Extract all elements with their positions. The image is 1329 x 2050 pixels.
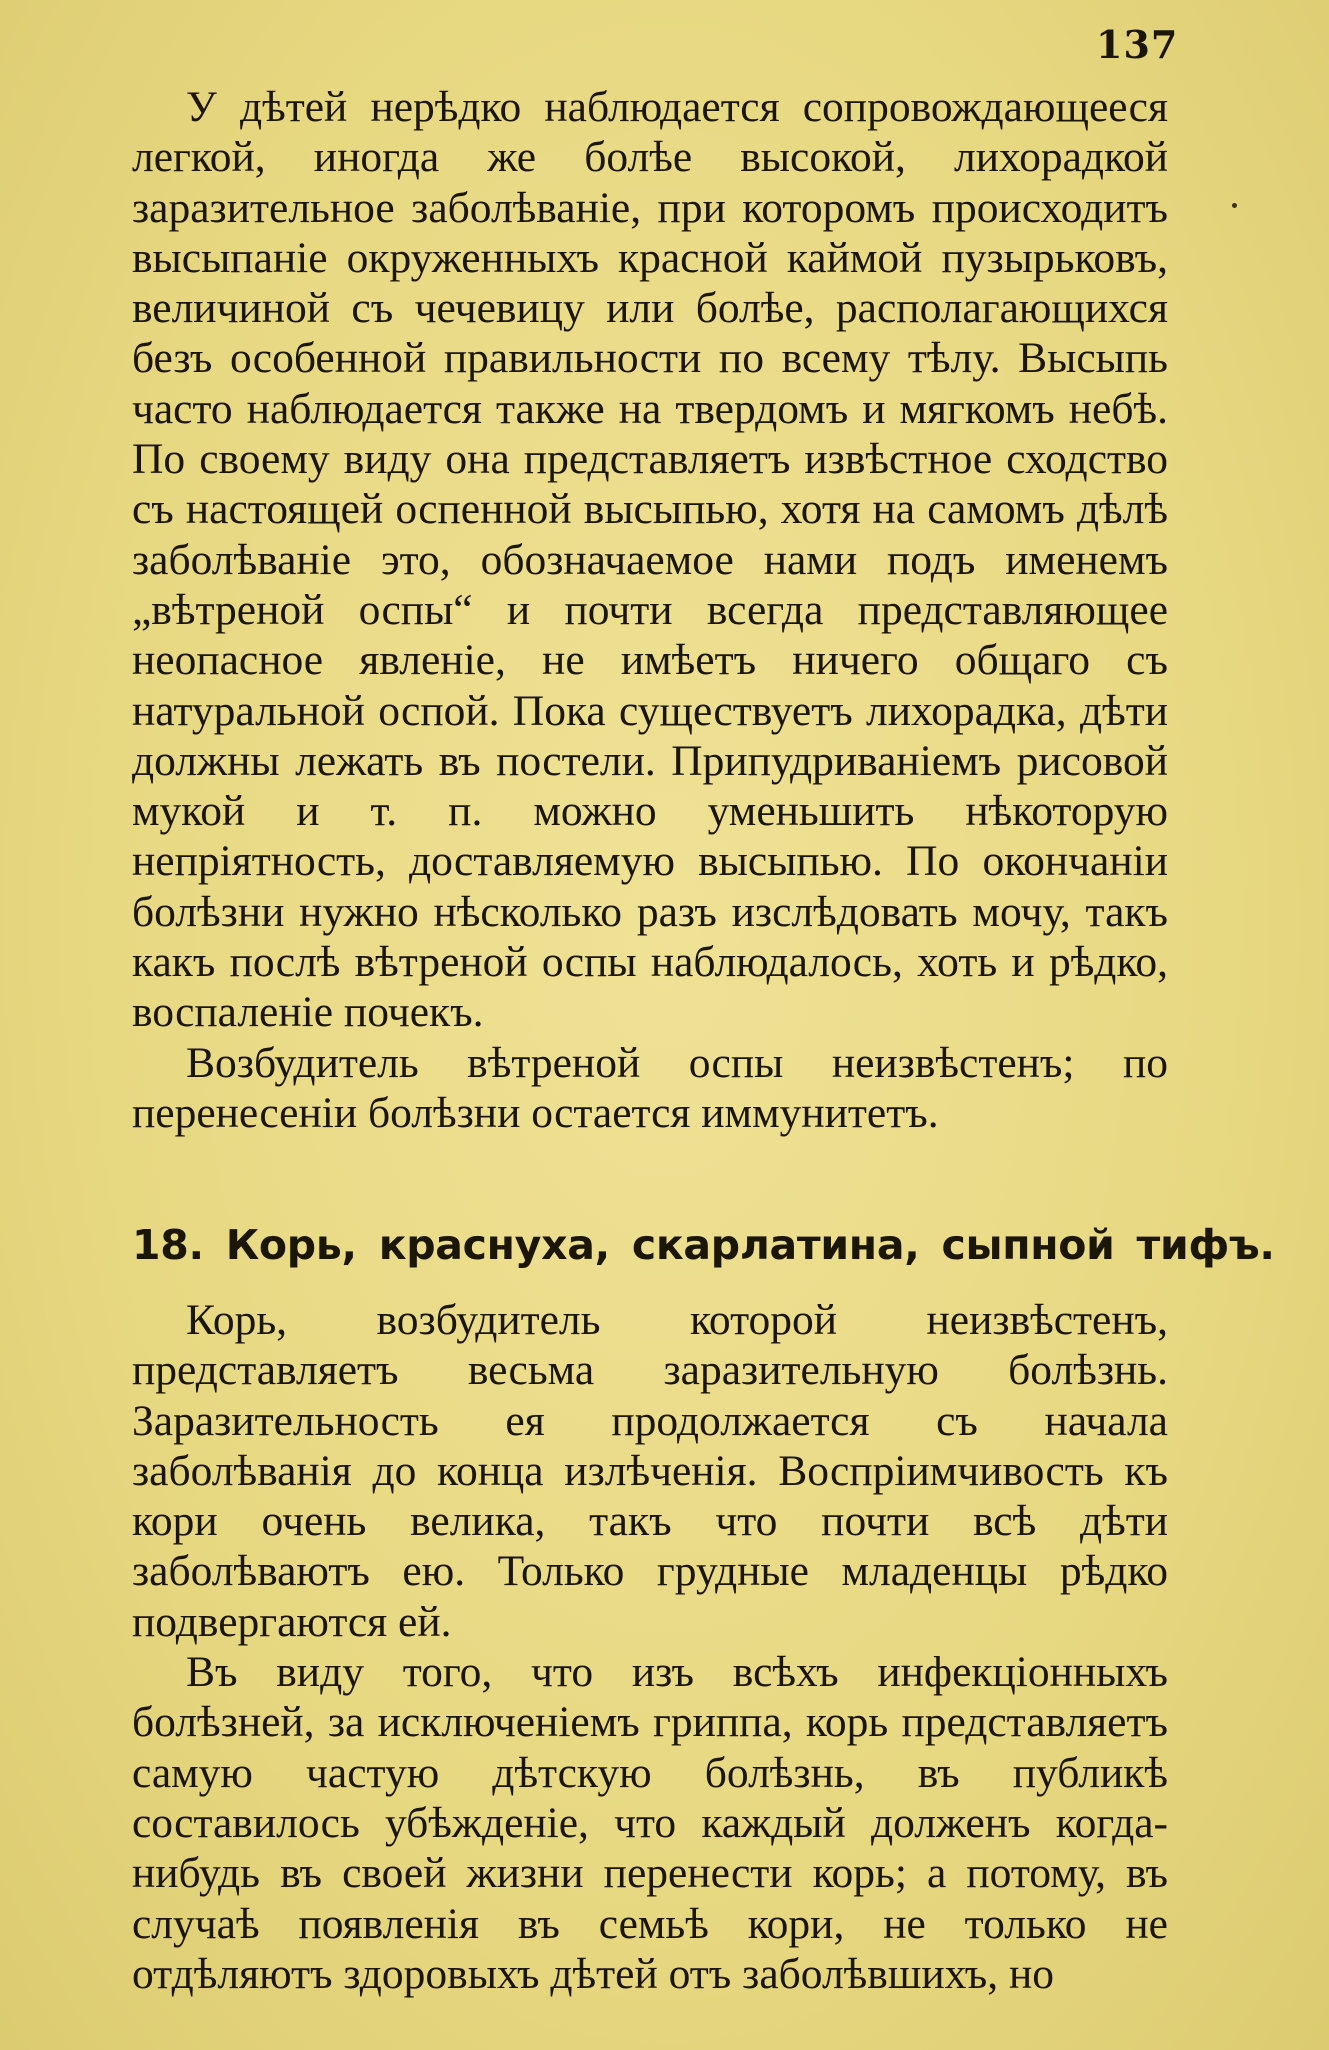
paragraph-measles-contagiousness: Корь, возбудитель которой неизвѣстенъ, представляетъ весьма заразительную болѣзнь. Заразительность ея продолжается съ начала заболѣванія до конца излѣченія. Воспріимчивость къ кори очень велика, такъ что почти всѣ дѣти заболѣваютъ ею. Только грудные младенцы рѣдко подвергаются ей. — [132, 1296, 1168, 1646]
paragraph-chickenpox-cause: Возбудитель вѣтреной оспы неизвѣстенъ; по перенесеніи болѣзни остается иммунитетъ. — [132, 1038, 1168, 1137]
text-block-top — [132, 82, 1168, 1138]
paragraph-chickenpox-description: У дѣтей нерѣдко наблюдается сопровождающееся легкой, иногда же болѣе высокой, лихорадкой заразительное заболѣваніе, при которомъ происходитъ высыпаніе окруженныхъ красной каймой пузырьковъ, величиной съ чечевицу или болѣе, располагающихся безъ особенной правильности по всему тѣлу. Высыпь часто наблюдается также на твердомъ и мягкомъ небѣ. По своему виду она представляетъ извѣстное сходство съ настоящей оспенной высыпью, хотя на самомъ дѣлѣ заболѣваніе это, обозначаемое нами подъ именемъ „вѣтреной оспы“ и почти всегда представляющее неопасное явленіе, не имѣетъ ничего общаго съ натуральной оспой. Пока существуетъ лихорадка, дѣти должны лежать въ постели. Припудриваніемъ рисовой мукой и т. п. можно уменьшить нѣкоторую непріятность, доставляемую высыпью. По окончаніи болѣзни нужно нѣсколько разъ изслѣдовать мочу, такъ какъ послѣ вѣтреной оспы наблюдалось, хоть и рѣдко, воспаленіе почекъ. — [132, 83, 1168, 1037]
text-block-bottom — [132, 1295, 1168, 1999]
section-heading: 18. Корь, краснуха, скарлатина, сыпной тифъ. — [132, 1221, 1275, 1269]
paper-speck — [1232, 203, 1237, 208]
page-number: 137 — [1096, 22, 1179, 67]
paragraph-measles-belief: Въ виду того, что изъ всѣхъ инфекціонныхъ болѣзней, за исключеніемъ гриппа, корь представляетъ самую частую дѣтскую болѣзнь, въ публикѣ составилось убѣжденіе, что каждый долженъ когда-нибудь въ своей жизни перенести корь; а потому, въ случаѣ появленія въ семьѣ кори, не только не отдѣляютъ здоровыхъ дѣтей отъ заболѣвшихъ, но — [132, 1648, 1168, 1998]
